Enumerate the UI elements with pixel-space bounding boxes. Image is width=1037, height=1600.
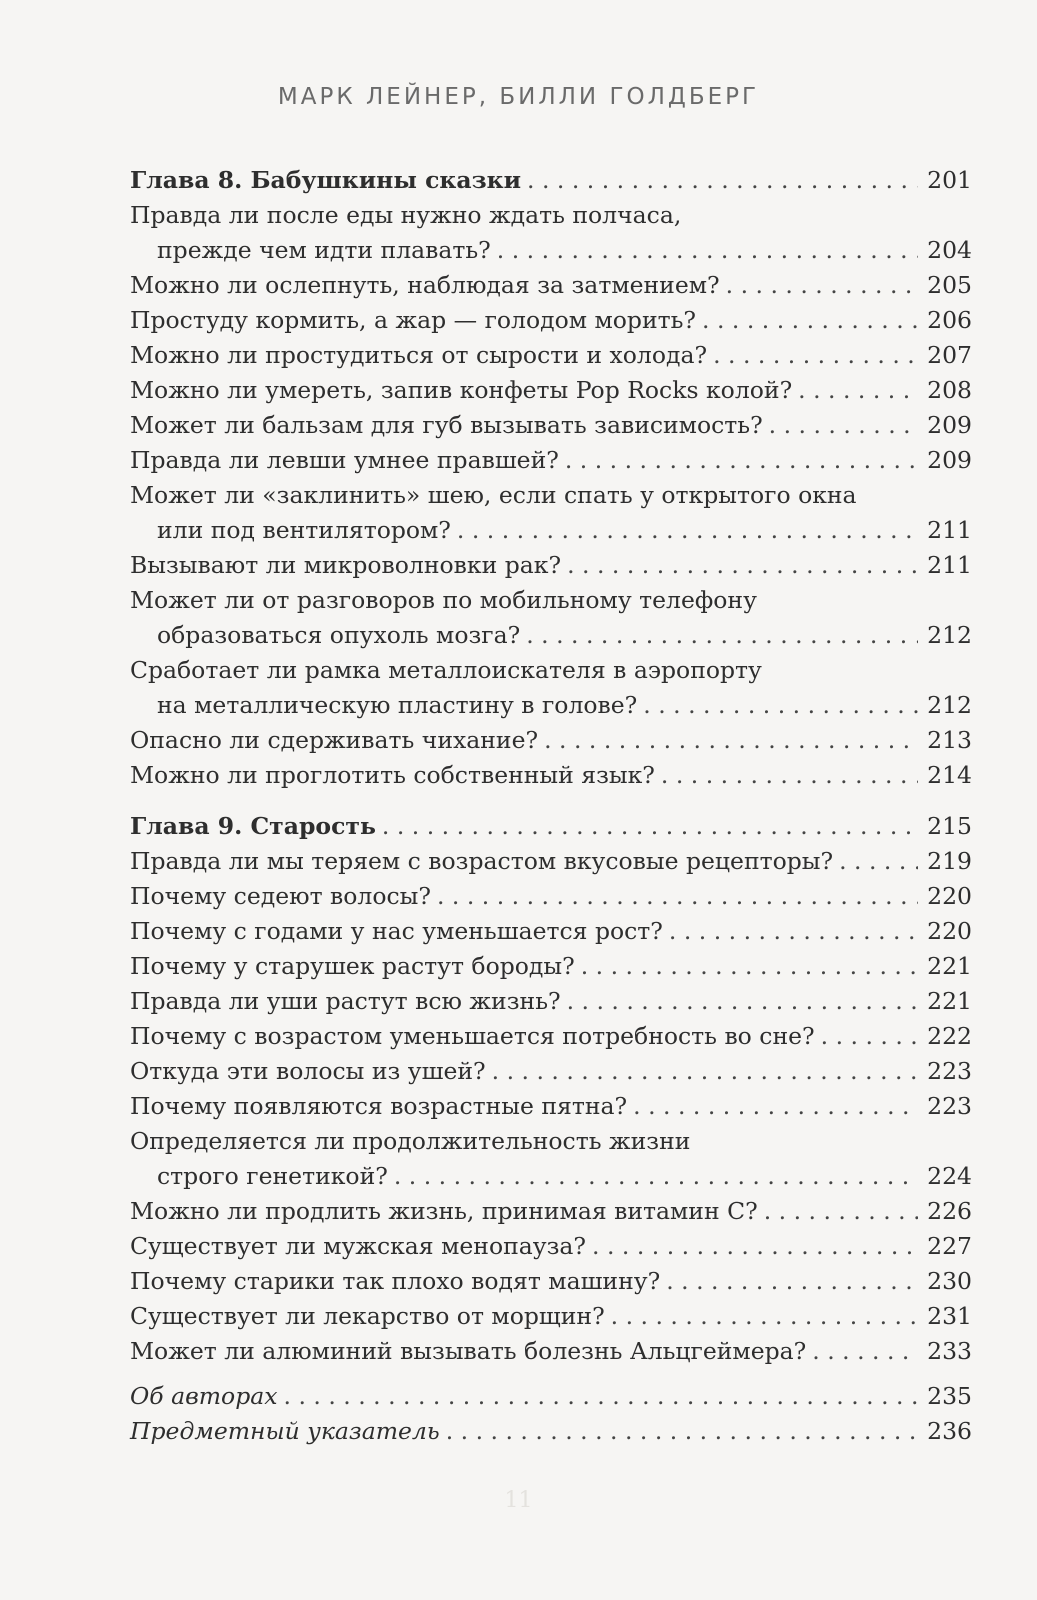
page-number: 206 [927, 306, 972, 334]
page-number: 205 [927, 271, 972, 299]
page-number: 222 [927, 1022, 972, 1050]
chapter-title: Глава 8. Бабушкины сказки [130, 166, 521, 194]
page-number: 208 [927, 376, 972, 404]
page-number: 211 [927, 551, 972, 579]
page-number: 214 [927, 761, 972, 789]
toc-entry [130, 1054, 972, 1089]
chapter-heading [130, 809, 972, 844]
dot-leader [592, 1229, 918, 1264]
page-number: 227 [927, 1232, 972, 1260]
toc-entry [130, 984, 972, 1019]
page-number: 233 [927, 1337, 972, 1365]
toc-entry [130, 1334, 972, 1369]
page-number: 212 [927, 621, 972, 649]
page-number: 236 [927, 1417, 972, 1445]
dot-leader [492, 1054, 918, 1089]
folio-page-number: 11 [504, 1488, 533, 1513]
dot-leader [633, 1089, 918, 1124]
page-number: 212 [927, 691, 972, 719]
entry-title: Определяется ли продолжительность жизни [130, 1127, 691, 1155]
toc-entry [130, 949, 972, 984]
entry-title: Правда ли мы теряем с возрастом вкусовые рецепторы? [130, 847, 834, 875]
entry-title: Об авторах [130, 1382, 278, 1410]
page-number: 219 [927, 847, 972, 875]
toc-entry [130, 1194, 972, 1229]
entry-title: Может ли бальзам для губ вызывать зависимость? [130, 411, 763, 439]
dot-leader [821, 1019, 918, 1054]
toc-entry [130, 653, 972, 723]
entry-title: Можно ли продлить жизнь, принимая витамин С? [130, 1197, 758, 1225]
entry-title: Может ли алюминий вызывать болезнь Альцгеймера? [130, 1337, 807, 1365]
toc-entry [130, 583, 972, 653]
chapter-9-section [130, 809, 972, 1369]
entry-title: Можно ли проглотить собственный язык? [130, 761, 655, 789]
toc-entry [130, 338, 972, 373]
toc-entry [130, 1229, 972, 1264]
dot-leader [567, 548, 918, 583]
chapter-title: Глава 9. Старость [130, 812, 376, 840]
entry-title: Почему старики так плохо водят машину? [130, 1267, 661, 1295]
toc-entry [130, 478, 972, 548]
dot-leader [457, 513, 918, 548]
toc-entry [130, 844, 972, 879]
entry-title: Почему седеют волосы? [130, 882, 431, 910]
entry-title: Простуду кормить, а жар — голодом морить? [130, 306, 697, 334]
table-of-contents [130, 163, 972, 1449]
toc-entry [130, 1124, 972, 1194]
entry-title: Предметный указатель [130, 1417, 440, 1445]
dot-leader [527, 163, 918, 198]
page-number: 221 [927, 987, 972, 1015]
page-number: 230 [927, 1267, 972, 1295]
toc-entry [130, 879, 972, 914]
back-matter-section [130, 1379, 972, 1449]
toc-entry [130, 1264, 972, 1299]
entry-title: Правда ли уши растут всю жизнь? [130, 987, 561, 1015]
dot-leader [526, 618, 918, 653]
toc-entry [130, 723, 972, 758]
dot-leader [726, 268, 918, 303]
page-number: 221 [927, 952, 972, 980]
entry-title: Почему с годами у нас уменьшается рост? [130, 917, 663, 945]
dot-leader [764, 1194, 918, 1229]
page-number: 215 [927, 812, 972, 840]
toc-entry-subject-index [130, 1414, 972, 1449]
entry-title: Можно ли умереть, запив конфеты Pop Rocks колой? [130, 376, 793, 404]
dot-leader [394, 1159, 918, 1194]
entry-title: Откуда эти волосы из ушей? [130, 1057, 486, 1085]
dot-leader [643, 688, 918, 723]
entry-title: Может ли «заклинить» шею, если спать у открытого окна [130, 481, 857, 509]
toc-entry [130, 198, 972, 268]
page-number: 220 [927, 882, 972, 910]
dot-leader [567, 984, 918, 1019]
entry-title: Правда ли левши умнее правшей? [130, 446, 559, 474]
entry-title: Почему с возрастом уменьшается потребность во сне? [130, 1022, 815, 1050]
page-number: 220 [927, 917, 972, 945]
running-head: МАРК ЛЕЙНЕР, БИЛЛИ ГОЛДБЕРГ [277, 84, 760, 110]
chapter-heading [130, 163, 972, 198]
entry-title: Может ли от разговоров по мобильному телефону [130, 586, 757, 614]
entry-title-continued: на металлическую пластину в голове? [157, 691, 638, 719]
page-number: 211 [927, 516, 972, 544]
dot-leader [611, 1299, 918, 1334]
dot-leader [812, 1334, 918, 1369]
dot-leader [713, 338, 918, 373]
toc-entry [130, 914, 972, 949]
entry-title-continued: прежде чем идти плавать? [157, 236, 491, 264]
dot-leader [581, 949, 918, 984]
page-number: 235 [927, 1382, 972, 1410]
page-number: 207 [927, 341, 972, 369]
dot-leader [446, 1414, 918, 1449]
entry-title: Опасно ли сдерживать чихание? [130, 726, 539, 754]
toc-entry [130, 1019, 972, 1054]
dot-leader [382, 809, 918, 844]
entry-title: Можно ли простудиться от сырости и холода? [130, 341, 708, 369]
dot-leader [839, 844, 918, 879]
toc-entry [130, 408, 972, 443]
toc-entry [130, 443, 972, 478]
toc-entry [130, 1299, 972, 1334]
entry-title: Существует ли лекарство от морщин? [130, 1302, 605, 1330]
toc-entry [130, 268, 972, 303]
entry-title-continued: или под вентилятором? [157, 516, 451, 544]
toc-entry-about-authors [130, 1379, 972, 1414]
entry-title: Существует ли мужская менопауза? [130, 1232, 587, 1260]
dot-leader [669, 914, 918, 949]
toc-entry [130, 373, 972, 408]
toc-entry [130, 548, 972, 583]
dot-leader [284, 1379, 918, 1414]
page-number: 209 [927, 446, 972, 474]
page-number: 209 [927, 411, 972, 439]
page-number: 213 [927, 726, 972, 754]
dot-leader [666, 1264, 918, 1299]
dot-leader [769, 408, 918, 443]
dot-leader [661, 758, 918, 793]
toc-entry [130, 1089, 972, 1124]
entry-title: Сработает ли рамка металлоискателя в аэропорту [130, 656, 762, 684]
page-number: 224 [927, 1162, 972, 1190]
dot-leader [497, 233, 918, 268]
entry-title: Правда ли после еды нужно ждать полчаса, [130, 201, 682, 229]
page-number: 231 [927, 1302, 972, 1330]
entry-title-continued: образоваться опухоль мозга? [157, 621, 521, 649]
dot-leader [565, 443, 918, 478]
dot-leader [798, 373, 918, 408]
entry-title: Можно ли ослепнуть, наблюдая за затмением? [130, 271, 720, 299]
chapter-8-section [130, 163, 972, 793]
entry-title-continued: строго генетикой? [157, 1162, 388, 1190]
entry-title: Почему у старушек растут бороды? [130, 952, 575, 980]
page-number: 201 [927, 166, 972, 194]
page-number: 226 [927, 1197, 972, 1225]
dot-leader [544, 723, 918, 758]
page-number: 223 [927, 1057, 972, 1085]
entry-title: Почему появляются возрастные пятна? [130, 1092, 628, 1120]
dot-leader [702, 303, 918, 338]
toc-entry [130, 303, 972, 338]
entry-title: Вызывают ли микроволновки рак? [130, 551, 562, 579]
page-number: 223 [927, 1092, 972, 1120]
toc-entry [130, 758, 972, 793]
dot-leader [437, 879, 918, 914]
page-number: 204 [927, 236, 972, 264]
